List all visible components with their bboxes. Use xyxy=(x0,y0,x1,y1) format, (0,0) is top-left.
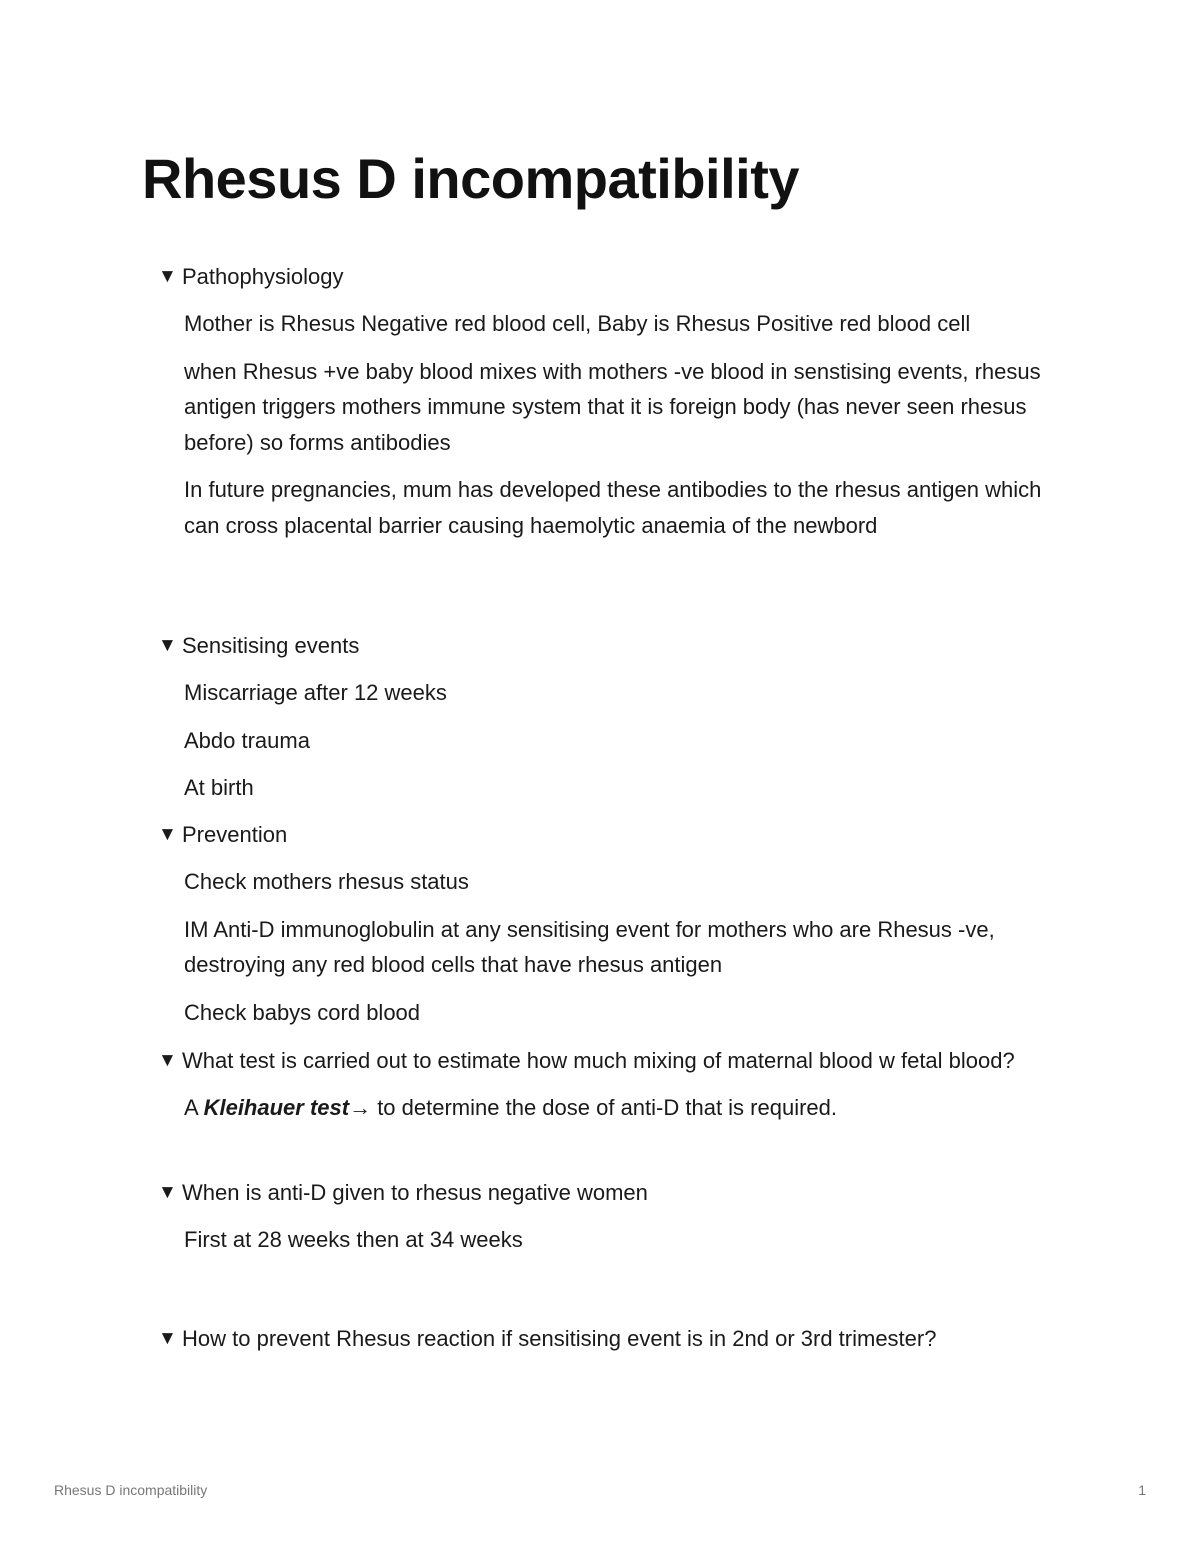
answer-prefix: A xyxy=(184,1095,204,1120)
paragraph: Check mothers rhesus status xyxy=(184,869,469,894)
answer-rest: to determine the dose of anti-D that is required. xyxy=(371,1095,837,1120)
toggle-prevention xyxy=(158,817,1063,1030)
paragraph: Miscarriage after 12 weeks xyxy=(184,680,447,705)
triangle-down-icon[interactable]: ▼ xyxy=(158,1182,177,1203)
toggle-header[interactable] xyxy=(158,1321,1063,1356)
triangle-down-icon[interactable]: ▼ xyxy=(158,635,177,656)
triangle-down-icon[interactable]: ▼ xyxy=(158,1328,177,1349)
toggle-prevent-reaction xyxy=(158,1321,1063,1356)
page-title: Rhesus D incompatibility xyxy=(142,147,799,210)
triangle-down-icon[interactable]: ▼ xyxy=(158,824,177,845)
paragraph: Abdo trauma xyxy=(184,727,310,753)
toggle-header[interactable] xyxy=(158,259,1063,294)
triangle-down-icon[interactable]: ▼ xyxy=(158,266,177,287)
paragraph: In future pregnancies, mum has developed these antibodies to the rhesus antigen which can cross placental barrier causing haemolytic anaemia of the newbord xyxy=(184,477,1042,538)
paragraph: Check babys cord blood xyxy=(184,999,421,1025)
paragraph: Mother is Rhesus Negative red blood cell, Baby is Rhesus Positive red blood cell xyxy=(184,311,971,336)
toggle-heading: When is anti-D given to rhesus negative women xyxy=(182,1180,648,1205)
footer-page-number: 1 xyxy=(1138,1482,1146,1498)
paragraph: At birth xyxy=(184,775,254,800)
toggle-heading: Prevention xyxy=(182,822,288,847)
toggle-header[interactable] xyxy=(158,628,1063,663)
toggle-heading: Sensitising events xyxy=(182,633,360,658)
paragraph: when Rhesus +ve baby blood mixes with mothers -ve blood in senstising events, rhesus antigen triggers mothers immune system that it is foreign body (has never seen rhesus before) so forms antibodies xyxy=(184,358,1041,455)
toggle-heading: What test is carried out to estimate how much mixing of maternal blood w fetal blood? xyxy=(182,1048,1015,1073)
toggle-pathophysiology xyxy=(158,259,1063,543)
toggle-header[interactable] xyxy=(158,1043,1063,1078)
toggle-heading: Pathophysiology xyxy=(182,264,344,289)
footer-title: Rhesus D incompatibility xyxy=(54,1482,208,1498)
kleihauer-emphasis: Kleihauer test→ xyxy=(203,1095,372,1120)
toggle-sensitising-events xyxy=(158,628,1063,806)
paragraph: IM Anti-D immunoglobulin at any sensitising event for mothers who are Rhesus -ve, destroying any red blood cells that have rhesus antigen xyxy=(184,916,995,977)
toggle-header[interactable] xyxy=(158,817,1063,852)
triangle-down-icon[interactable]: ▼ xyxy=(158,1050,177,1071)
toggle-heading: How to prevent Rhesus reaction if sensitising event is in 2nd or 3rd trimester? xyxy=(182,1326,937,1351)
toggle-anti-d-timing xyxy=(158,1175,1063,1258)
paragraph xyxy=(184,1090,1063,1126)
toggle-header[interactable] xyxy=(158,1175,1063,1210)
paragraph: First at 28 weeks then at 34 weeks xyxy=(184,1227,523,1252)
toggle-mixing-test xyxy=(158,1043,1063,1126)
